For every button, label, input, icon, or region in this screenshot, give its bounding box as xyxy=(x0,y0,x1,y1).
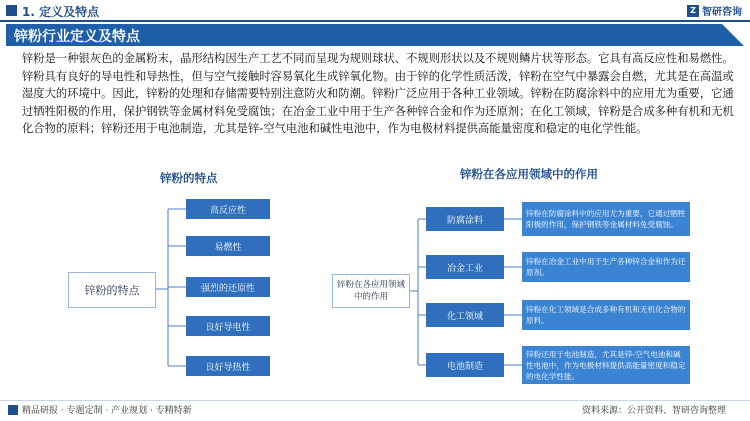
feature-item: 良好导电性 xyxy=(186,316,270,336)
page-title: 锌粉行业定义及特点 xyxy=(14,29,140,45)
application-field: 化工领域 xyxy=(426,303,504,327)
intro-paragraph: 锌粉是一种银灰色的金属粉末，晶形结构因生产工艺不同而呈现为规则球状、不规则形状以及不规则鳞片状等形态。它具有高反应性和易燃性。锌粉具有良好的导电性和导热性，但与空气接触时容易氧化生成锌氧化物。由于锌的化学性质活泼，锌粉在空气中暴露会自燃，尤其是在高温或湿度大的环境中。因此，锌粉的处理和存储需要特别注意防火和防潮。锌粉广泛应用于各种工业领域。锌粉在防腐涂料中的应用尤为重要，它通过牺牲阳极的作用，保护钢铁等金属材料免受腐蚀；在冶金工业中用于生产各种锌合金和作为还原剂；在化工领域，锌粉是合成多种有机和无机化合物的原料；锌粉还用于电池制造，尤其是锌-空气电池和碱性电池中，作为电极材料提供高能量密度和稳定的电化学性能。 xyxy=(22,52,734,136)
application-field: 冶金工业 xyxy=(426,255,504,279)
application-field: 电池制造 xyxy=(426,353,504,377)
application-desc: 锌粉在化工领域是合成多种有机和无机化合物的原料。 xyxy=(522,300,690,330)
application-field: 防腐涂料 xyxy=(426,207,504,231)
feature-item: 易燃性 xyxy=(186,236,270,256)
footer-divider xyxy=(0,400,750,401)
feature-item: 良好导热性 xyxy=(186,356,270,376)
features-title: 锌粉的特点 xyxy=(160,171,218,185)
applications-root: 锌粉在各应用领域中的作用 xyxy=(332,274,410,308)
footer-tagline: 精品研报 · 专题定制 · 产业规划 · 专精特新 xyxy=(22,406,192,416)
feature-item: 高反应性 xyxy=(186,199,270,219)
brand-mark-icon xyxy=(8,405,18,415)
footer-left xyxy=(8,403,192,416)
feature-item: 强烈的还原性 xyxy=(186,277,270,297)
features-root: 锌粉的特点 xyxy=(68,272,156,308)
footer-source: 资料来源：公开资料、智研咨询整理 xyxy=(581,406,726,416)
applications-title: 锌粉在各应用领域中的作用 xyxy=(460,167,598,181)
brand-logo-icon: Z xyxy=(687,5,699,17)
application-desc: 锌粉在冶金工业中用于生产各种锌合金和作为还原剂。 xyxy=(522,252,690,282)
section-title: 1. 定义及特点 xyxy=(22,5,100,19)
brand-name: 智研咨询 xyxy=(702,7,742,18)
application-desc: 锌粉还用于电池制造，尤其是锌-空气电池和碱性电池中，作为电极材料提供高能量密度和稳定的电化学性能。 xyxy=(522,346,690,384)
application-desc: 锌粉在防腐涂料中的应用尤为重要，它通过牺牲阳极的作用，保护钢铁等金属材料免受腐蚀。 xyxy=(522,202,690,236)
footer xyxy=(0,400,750,421)
